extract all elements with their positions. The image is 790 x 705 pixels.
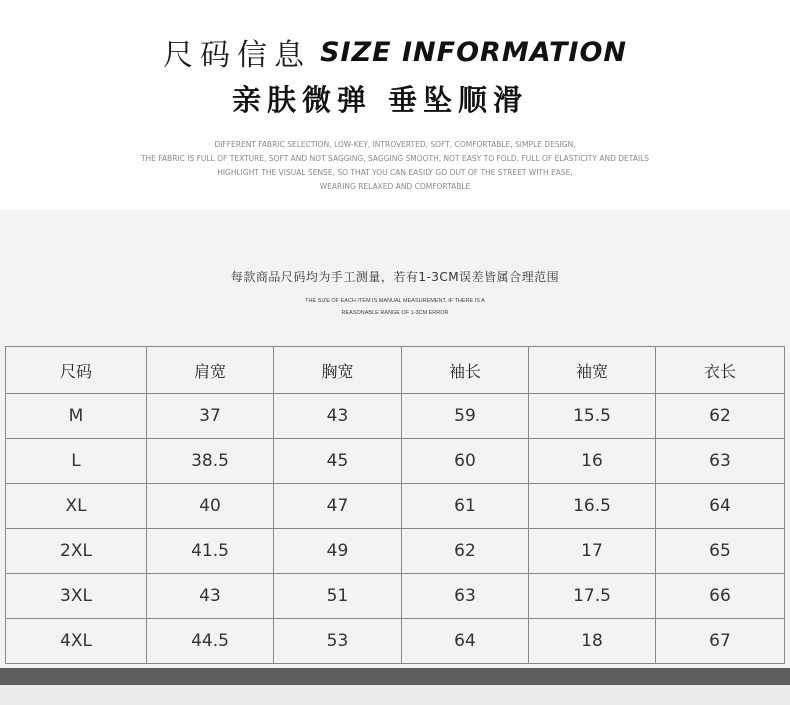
cell-shoulder: 37: [147, 394, 274, 439]
subtitle: 亲肤微弹 垂坠顺滑: [231, 83, 529, 117]
cell-sleeve-length: 59: [402, 394, 529, 439]
table-row: [6, 574, 785, 619]
cell-size: 4XL: [6, 619, 147, 664]
cell-body-length: 65: [656, 529, 785, 574]
note-en-line: THE SIZE OF EACH ITEM IS MANUAL MEASUREMENT, IF THERE IS A: [305, 298, 485, 304]
size-table: [5, 346, 785, 664]
header-body-length: 衣长: [656, 347, 785, 394]
header-shoulder-width: 肩宽: [147, 347, 274, 394]
cell-chest: 53: [274, 619, 402, 664]
cell-sleeve-width: 17: [529, 529, 656, 574]
description-line: HIGHLIGHT THE VISUAL SENSE, SO THAT YOU CAN EASILY GO OUT OF THE STREET WITH EASE,: [217, 168, 573, 177]
title-english: SIZE INFORMATION: [320, 36, 628, 68]
cell-shoulder: 43: [147, 574, 274, 619]
description-line: THE FABRIC IS FULL OF TEXTURE, SOFT AND NOT SAGGING, SAGGING SMOOTH, NOT EASY TO FOLD, FULL OF ELASTICITY AND DETAILS: [140, 154, 650, 163]
cell-body-length: 63: [656, 439, 785, 484]
cell-body-length: 67: [656, 619, 785, 664]
cell-shoulder: 41.5: [147, 529, 274, 574]
cell-sleeve-width: 18: [529, 619, 656, 664]
cell-body-length: 66: [656, 574, 785, 619]
bottom-divider-bar: [0, 668, 790, 685]
footer-strip: [0, 685, 790, 705]
cell-chest: 51: [274, 574, 402, 619]
cell-sleeve-length: 62: [402, 529, 529, 574]
measurement-note-en: [0, 295, 790, 319]
title-chinese: 尺码信息: [162, 38, 311, 73]
cell-chest: 43: [274, 394, 402, 439]
description-line: WEARING RELAXED AND COMFORTABLE: [319, 182, 471, 191]
cell-chest: 47: [274, 484, 402, 529]
cell-size: 3XL: [6, 574, 147, 619]
description-block: [0, 138, 790, 194]
cell-sleeve-width: 16: [529, 439, 656, 484]
header-size: 尺码: [6, 347, 147, 394]
header-section: [0, 0, 790, 210]
cell-sleeve-length: 63: [402, 574, 529, 619]
note-en-line: REASONABLE RANGE OF 1-3CM ERROR: [341, 310, 449, 316]
cell-body-length: 62: [656, 394, 785, 439]
table-row: [6, 484, 785, 529]
cell-body-length: 64: [656, 484, 785, 529]
cell-size: XL: [6, 484, 147, 529]
table-row: [6, 439, 785, 484]
cell-sleeve-length: 64: [402, 619, 529, 664]
cell-size: M: [6, 394, 147, 439]
cell-shoulder: 38.5: [147, 439, 274, 484]
table-header-row: [6, 347, 785, 394]
cell-shoulder: 40: [147, 484, 274, 529]
cell-size: L: [6, 439, 147, 484]
cell-chest: 49: [274, 529, 402, 574]
cell-size: 2XL: [6, 529, 147, 574]
title-row: [0, 30, 790, 74]
cell-sleeve-width: 16.5: [529, 484, 656, 529]
header-sleeve-length: 袖长: [402, 347, 529, 394]
description-line: DIFFERENT FABRIC SELECTION, LOW-KEY, INTROVERTED, SOFT, COMFORTABLE, SIMPLE DESIGN,: [214, 140, 576, 149]
cell-sleeve-length: 61: [402, 484, 529, 529]
measurement-note-cn: 每款商品尺码均为手工测量，若有1-3CM误差皆属合理范围: [230, 270, 560, 284]
table-row: [6, 619, 785, 664]
cell-sleeve-width: 17.5: [529, 574, 656, 619]
cell-chest: 45: [274, 439, 402, 484]
header-chest-width: 胸宽: [274, 347, 402, 394]
header-sleeve-width: 袖宽: [529, 347, 656, 394]
table-row: [6, 394, 785, 439]
table-row: [6, 529, 785, 574]
cell-shoulder: 44.5: [147, 619, 274, 664]
cell-sleeve-width: 15.5: [529, 394, 656, 439]
cell-sleeve-length: 60: [402, 439, 529, 484]
